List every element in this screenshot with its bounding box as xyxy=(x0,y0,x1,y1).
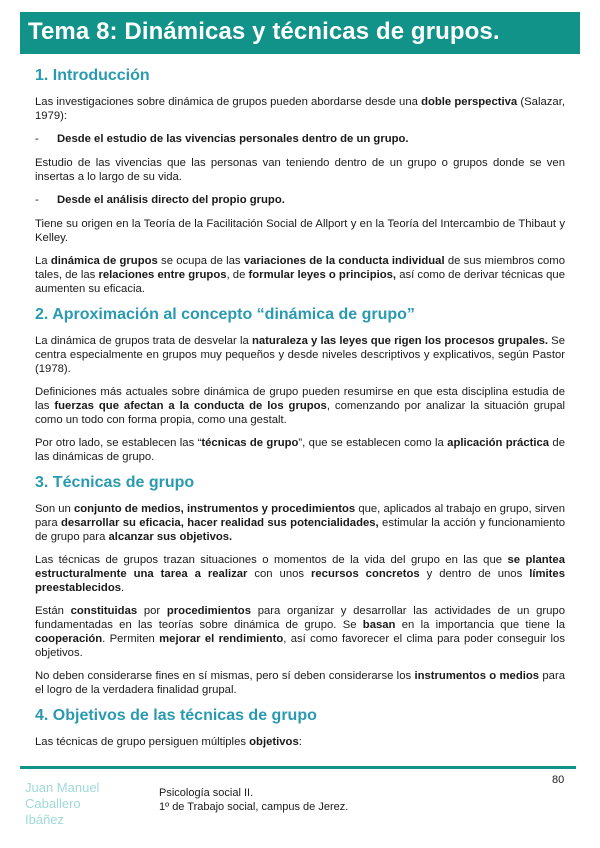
text-run: Son un xyxy=(35,503,74,515)
paragraph xyxy=(35,502,565,544)
bold-text: Desde el análisis directo del propio grupo. xyxy=(57,194,285,206)
bold-text: fuerzas que afectan a la conducta de los grupos xyxy=(54,400,327,412)
paragraph xyxy=(35,156,565,184)
text-run: La dinámica de grupos trata de desvelar la xyxy=(35,335,252,347)
section-heading: 4. Objetivos de las técnicas de grupo xyxy=(35,707,317,724)
section-heading: 2. Aproximación al concepto “dinámica de grupo” xyxy=(35,306,415,323)
bold-text: dinámica de grupos xyxy=(50,255,158,267)
bold-text: Desde el estudio de las vivencias personales dentro de un grupo. xyxy=(57,133,409,145)
text-run: para organizar y desarrollar las actividades de un grupo fundamentadas en las teorías sobre dinámica de grupo. Se xyxy=(35,605,565,631)
footer-divider xyxy=(20,766,576,769)
text-run: en la importancia que tiene la xyxy=(395,619,565,631)
bold-text: naturaleza y las leyes que rigen los procesos grupales. xyxy=(251,335,548,347)
section-heading: 1. Introducción xyxy=(35,67,150,84)
title-banner xyxy=(20,12,580,54)
bold-text: constituidas xyxy=(70,605,138,617)
bold-text: procedimientos xyxy=(166,605,251,617)
bold-text: técnicas de grupo xyxy=(201,437,299,449)
text-run: de sus miembros como tales, de las xyxy=(35,255,565,281)
course-line-1: Psicología social II. xyxy=(159,787,254,799)
bold-text: variaciones de la conducta individual xyxy=(243,255,445,267)
bold-text: se plantea estructuralmente una tarea a realizar xyxy=(35,554,565,580)
text-run: : xyxy=(298,736,302,748)
paragraph xyxy=(35,604,565,660)
paragraph xyxy=(35,553,565,595)
course-info xyxy=(159,786,348,814)
author-name: Juan Manuel Caballero Ibáñez xyxy=(25,780,100,827)
bold-text: formular leyes o principios, xyxy=(248,269,397,281)
document-body xyxy=(35,62,565,758)
text-run: , comenzando por analizar la situación grupal como un todo con forma propia, como una gestalt. xyxy=(35,400,565,426)
text-run: (Salazar, 1979): xyxy=(35,96,565,122)
text-run: y dentro de unos xyxy=(419,568,530,580)
bold-text: aplicación práctica xyxy=(447,437,550,449)
text-run: Las técnicas de grupos trazan situaciones o momentos de la vida del grupo en las que xyxy=(35,554,508,566)
text-run: que, aplicados al trabajo en grupo, sirven para xyxy=(35,503,565,529)
paragraph xyxy=(35,254,565,296)
bold-text: cooperación xyxy=(35,633,103,645)
text-run: estimular la acción y funcionamiento de grupo para xyxy=(35,517,565,543)
bold-text: relaciones entre grupos xyxy=(98,269,227,281)
dash-list-item xyxy=(35,132,565,146)
text-run: , de xyxy=(226,269,249,281)
text-run: Tiene su origen en la Teoría de la Facilitación Social de Allport y en la Teoría del Intercambio de Thibaut y Kelley. xyxy=(35,218,565,244)
text-run: Se centra especialmente en grupos muy pequeños y desde niveles descriptivos y explicativos, según Pastor (1978). xyxy=(35,335,565,375)
bold-text: desarrollar su eficacia, hacer realidad sus potencialidades, xyxy=(60,517,379,529)
text-run: se ocupa de las xyxy=(157,255,244,267)
bold-text: objetivos xyxy=(249,736,299,748)
paragraph xyxy=(35,217,565,245)
text-run: para el logro de la verdadera finalidad grupal. xyxy=(35,670,565,696)
paragraph xyxy=(35,669,565,697)
text-run: Por otro lado, se establecen las “ xyxy=(35,437,202,449)
text-run: , así como favorecer el clima para poder conseguir los objetivos. xyxy=(35,633,565,659)
bold-text: mejorar el rendimiento xyxy=(159,633,284,645)
text-run: No deben considerarse fines en sí mismas, pero sí deben considerarse los xyxy=(35,670,415,682)
dash-list-item xyxy=(35,193,565,207)
bold-text: instrumentos o medios xyxy=(414,670,540,682)
paragraph xyxy=(35,334,565,376)
text-run: por xyxy=(137,605,167,617)
page-title: Tema 8: Dinámicas y técnicas de grupos. xyxy=(28,18,500,45)
text-run: Están xyxy=(35,605,71,617)
text-run: ”, que se establecen como la xyxy=(298,437,448,449)
text-run: Estudio de las vivencias que las personas van teniendo dentro de un grupo o grupos donde se ven insertas a lo largo de su vida. xyxy=(35,157,565,183)
page-number: 80 xyxy=(552,774,565,786)
bold-text: alcanzar sus objetivos. xyxy=(108,531,233,543)
text-run: de las dinámicas de grupo. xyxy=(35,437,565,463)
text-run: así como de derivar técnicas que aumenten su eficacia. xyxy=(35,269,565,295)
course-line-2: 1º de Trabajo social, campus de Jerez. xyxy=(159,801,349,813)
bold-text: basan xyxy=(362,619,396,631)
bold-text: recursos concretos xyxy=(311,568,420,580)
paragraph xyxy=(35,385,565,427)
paragraph xyxy=(35,95,565,123)
section-heading: 3. Técnicas de grupo xyxy=(35,474,195,491)
bold-text: conjunto de medios, instrumentos y procedimientos xyxy=(73,503,356,515)
text-run: La xyxy=(35,255,51,267)
text-run: Las técnicas de grupo persiguen múltiples xyxy=(35,736,250,748)
text-run: . xyxy=(121,582,125,594)
bold-text: límites preestablecidos xyxy=(35,568,565,594)
text-run: Las investigaciones sobre dinámica de grupos pueden abordarse desde una xyxy=(35,96,422,108)
paragraph xyxy=(35,735,565,749)
paragraph xyxy=(35,436,565,464)
text-run: con unos xyxy=(247,568,311,580)
bold-text: doble perspectiva xyxy=(421,96,518,108)
text-run: Definiciones más actuales sobre dinámica de grupo pueden resumirse en que esta disciplina estudia de las xyxy=(35,386,565,412)
text-run: . Permiten xyxy=(102,633,160,645)
